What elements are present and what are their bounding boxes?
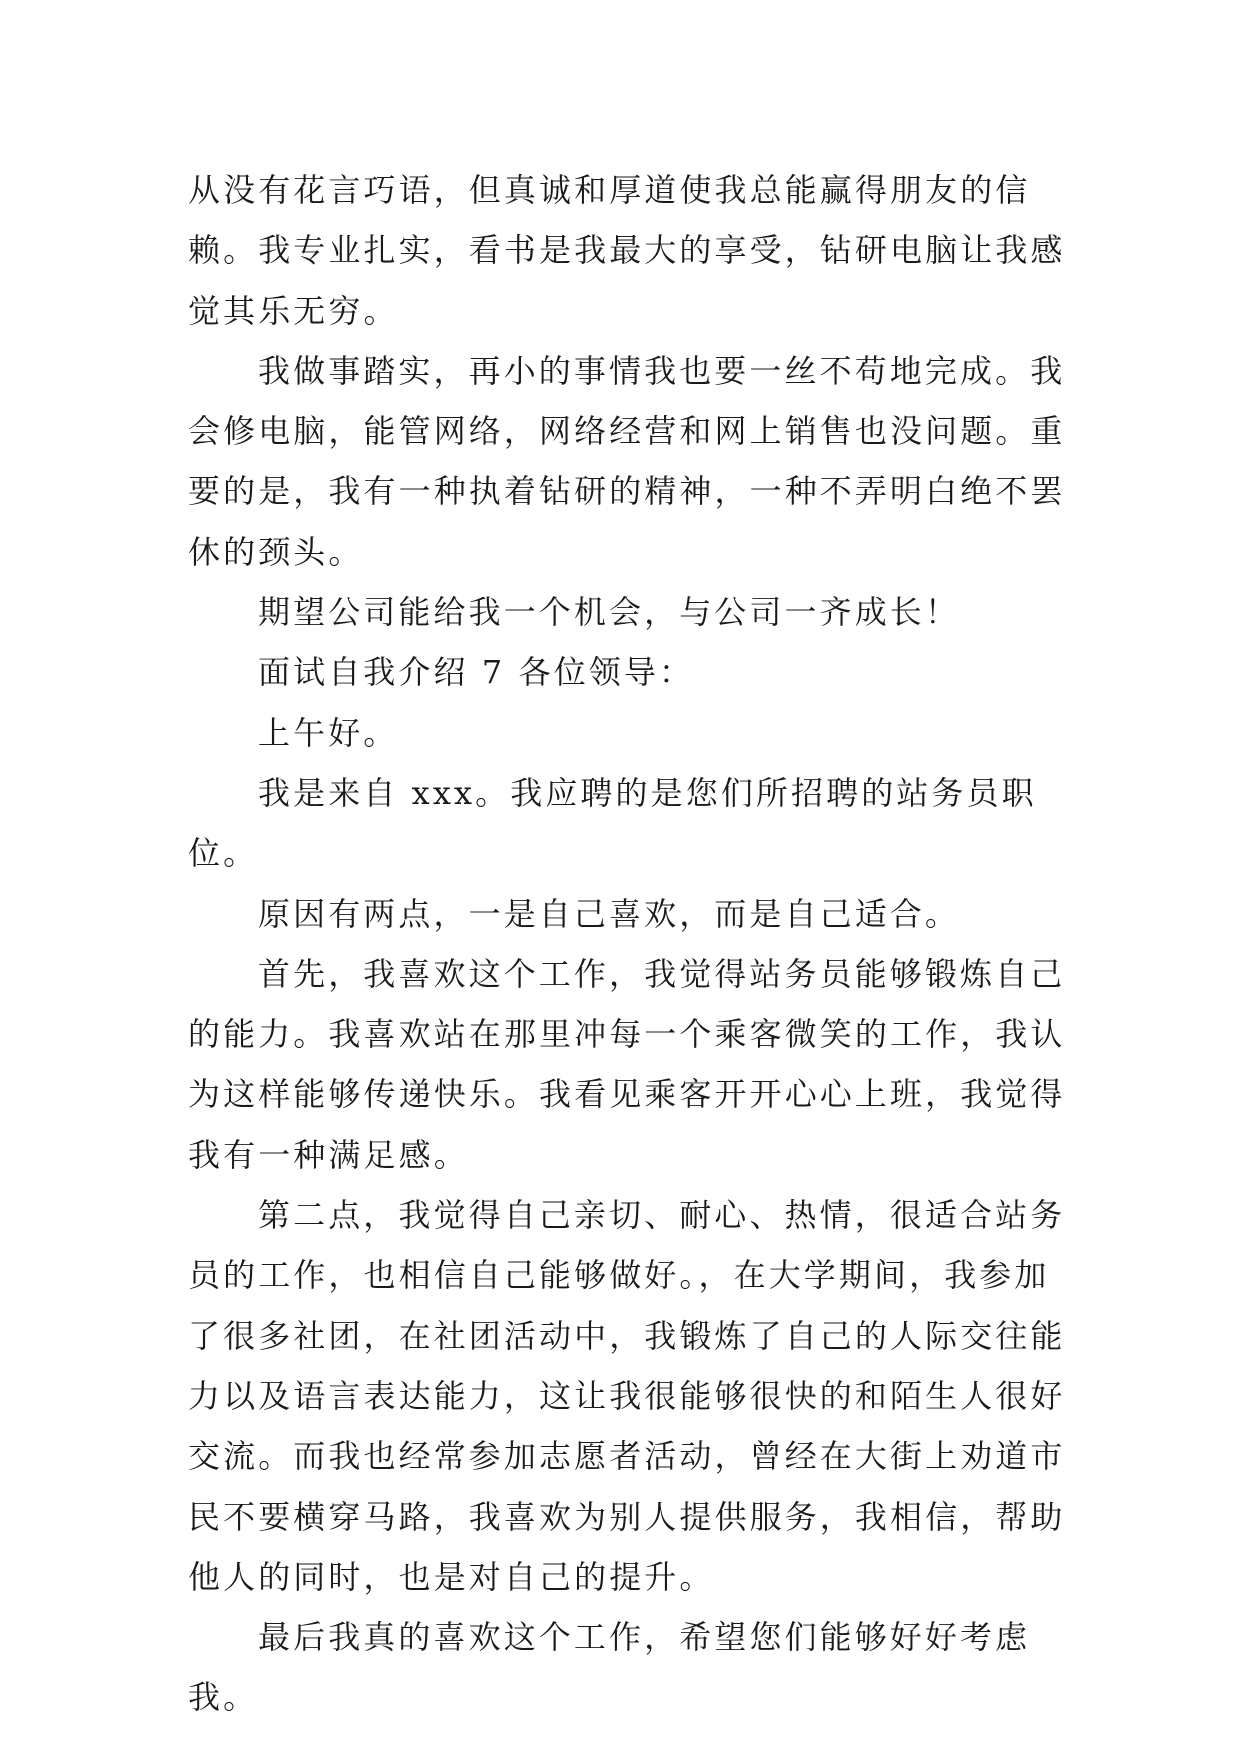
paragraph: 原因有两点，一是自己喜欢，而是自己适合。	[258, 894, 961, 933]
paragraph: 上午好。	[258, 713, 399, 752]
paragraph: 首先，我喜欢这个工作，我觉得站务员能够锻炼自己的能力。我喜欢站在那里冲每一个乘客微笑的工作，我认为这样能够传递快乐。我看见乘客开开心心上班，我觉得我有一种满足感。	[188, 954, 1066, 1174]
paragraph: 最后我真的喜欢这个工作，希望您们能够好好考虑我。	[188, 1618, 1031, 1717]
document-body	[188, 160, 1068, 1728]
paragraph: 第二点，我觉得自己亲切、耐心、热情，很适合站务员的工作，也相信自己能够做好。，在大学期间，我参加了很多社团，在社团活动中，我锻炼了自己的人际交往能力以及语言表达能力，这让我很能够很快的和陌生人很好交流。而我也经常参加志愿者活动，曾经在大街上劝道市民不要横穿马路，我喜欢为别人提供服务，我相信，帮助他人的同时，也是对自己的提升。	[188, 1196, 1066, 1596]
paragraph: 面试自我介绍 7 各位领导：	[258, 653, 695, 692]
paragraph: 从没有花言巧语，但真诚和厚道使我总能赢得朋友的信赖。我专业扎实，看书是我最大的享受，钻研电脑让我感觉其乐无穷。	[188, 171, 1066, 330]
paragraph: 我做事踏实，再小的事情我也要一丝不苟地完成。我会修电脑，能管网络，网络经营和网上销售也没问题。重要的是，我有一种执着钻研的精神，一种不弄明白绝不罢休的颈头。	[188, 351, 1066, 571]
paragraph: 我是来自 xxx。我应聘的是您们所招聘的站务员职位。	[188, 773, 1037, 873]
paragraph: 期望公司能给我一个机会，与公司一齐成长！	[258, 593, 961, 632]
